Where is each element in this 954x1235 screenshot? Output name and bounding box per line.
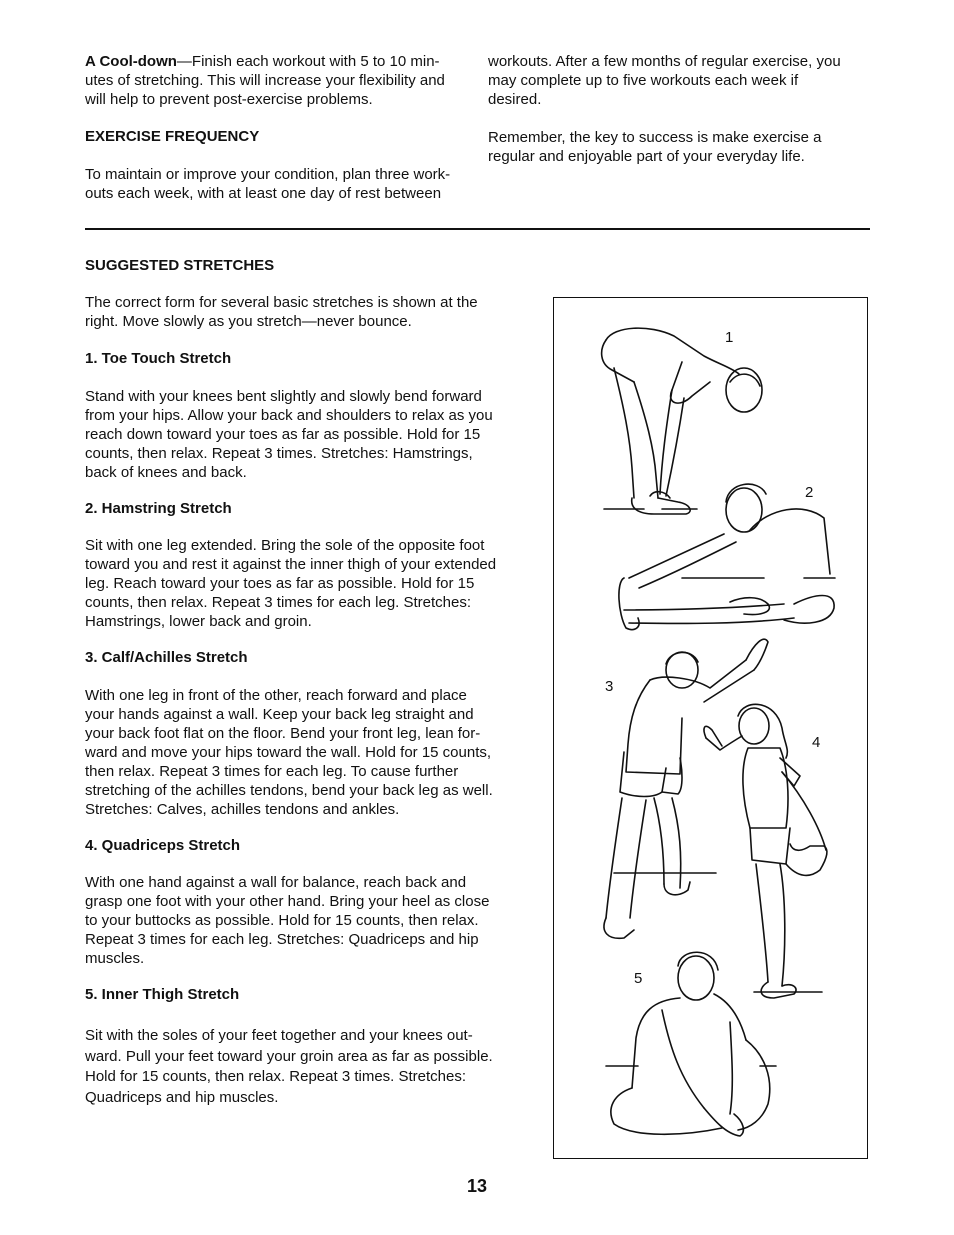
page-number: 13 — [466, 1176, 488, 1196]
reaching-arm — [639, 542, 736, 588]
stretch-4-line: grasp one foot with your other hand. Bring your heel as close — [85, 893, 490, 910]
figure-label-1: 1 — [725, 329, 734, 346]
back-outline — [606, 328, 739, 374]
stretch-4-line: With one hand against a wall for balance, reach back and — [85, 874, 467, 891]
stretch-5-description — [85, 1026, 493, 1108]
stretch-2-line: toward you and rest it against the inner thigh of your extended — [85, 556, 497, 573]
stretch-illustrations — [554, 298, 869, 1160]
stretch-2-line: leg. Reach toward your toes as far as possible. Hold for 15 — [85, 575, 475, 592]
stretch-2-title: 2. Hamstring Stretch — [85, 500, 232, 517]
stretch-1-line: Stand with your knees bent slightly and slowly bend forward — [85, 388, 482, 405]
extended-leg — [629, 618, 794, 623]
cooldown-paragraph — [85, 52, 445, 109]
feet-together — [704, 1108, 743, 1136]
stretch-2-line: Hamstrings, lower back and groin. — [85, 613, 312, 630]
right-knee — [738, 1040, 770, 1130]
shorts — [750, 828, 790, 864]
stretch-2-line: counts, then relax. Repeat 3 times for each leg. Stretches: — [85, 594, 472, 611]
stretch-3-description — [85, 686, 493, 819]
back-leg — [606, 798, 622, 918]
back-leg — [630, 800, 646, 918]
front-leg — [654, 798, 664, 884]
torso-outline — [632, 998, 680, 1088]
stretch-4-description — [85, 873, 489, 968]
stretch-4-line: to your buttocks as possible. Hold for 15 counts, then relax. — [85, 912, 479, 929]
cooldown-line-1 — [85, 52, 445, 71]
stretch-4-line: muscles. — [85, 950, 145, 967]
foot — [619, 578, 639, 630]
stretch-5-title: 5. Inner Thigh Stretch — [85, 986, 240, 1003]
remember-paragraph — [488, 128, 821, 166]
remember-line-1: Remember, the key to success is make exercise a — [488, 129, 822, 146]
shirt-sleeve — [671, 362, 710, 403]
inner-thigh-illustration — [606, 952, 776, 1136]
front-leg — [672, 798, 681, 888]
stretch-1-line: back of knees and back. — [85, 464, 247, 481]
cooldown-line-3: will help to prevent post-exercise problems. — [85, 91, 373, 108]
stretch-3-line: stretching of the achilles tendons, bend your back leg as well. — [85, 782, 493, 799]
stretch-2-line: Sit with one leg extended. Bring the sole of the opposite foot — [85, 537, 485, 554]
stretch-3-line: With one leg in front of the other, reach forward and place — [85, 687, 467, 704]
arm — [662, 1010, 704, 1108]
hand — [746, 639, 768, 670]
torso-outline — [750, 509, 830, 574]
stretch-5-line: Sit with the soles of your feet together and your knees out- — [85, 1027, 473, 1044]
hamstring-illustration — [619, 484, 835, 629]
stretch-1-line: reach down toward your toes as far as possible. Hold for 15 — [85, 426, 481, 443]
stretch-1-title: 1. Toe Touch Stretch — [85, 350, 232, 367]
remember-line-2: regular and enjoyable part of your everyday life. — [488, 148, 805, 165]
stretch-illustrations-panel — [553, 297, 868, 1159]
shoe — [632, 498, 690, 514]
exercise-frequency-heading: EXERCISE FREQUENCY — [85, 128, 260, 145]
stretch-3-line: your back foot flat on the floor. Bend your front leg, lean for- — [85, 725, 481, 742]
continued-line-1: workouts. After a few months of regular exercise, you — [488, 53, 841, 70]
extended-leg — [624, 604, 784, 610]
stretch-1-line: from your hips. Allow your back and shoulders to relax as you — [85, 407, 493, 424]
stretch-4-title: 4. Quadriceps Stretch — [85, 837, 241, 854]
hip-outline — [602, 340, 634, 382]
front-shoe — [664, 882, 690, 895]
frequency-paragraph — [85, 165, 450, 203]
hair-outline — [730, 374, 760, 386]
stretch-5-line: Quadriceps and hip muscles. — [85, 1088, 279, 1106]
cooldown-line-2: utes of stretching. This will increase your flexibility and — [85, 72, 445, 89]
back-leg — [614, 368, 634, 498]
stretch-3-line: Stretches: Calves, achilles tendons and ankles. — [85, 801, 400, 818]
bent-leg — [786, 844, 827, 875]
cooldown-line-1-text: —Finish each workout with 5 to 10 min- — [176, 53, 440, 70]
frequency-line-1: To maintain or improve your condition, plan three work- — [85, 166, 451, 183]
head-outline — [739, 708, 769, 744]
torso-outline — [626, 680, 682, 774]
frequency-line-2: outs each week, with at least one day of rest between — [85, 185, 442, 202]
stretch-1-description — [85, 387, 493, 482]
stretches-intro — [85, 293, 478, 331]
intro-line-2: right. Move slowly as you stretch—never bounce. — [85, 313, 412, 330]
figure-label-2: 2 — [805, 484, 814, 501]
arm-to-wall — [706, 736, 742, 750]
quadriceps-illustration — [704, 704, 827, 998]
cooldown-label: A Cool-down — [85, 53, 177, 70]
figure-label-4: 4 — [812, 734, 821, 751]
stretch-3-line: your hands against a wall. Keep your back leg straight and — [85, 706, 474, 723]
arm — [730, 1022, 732, 1114]
stretch-5-line: Hold for 15 counts, then relax. Repeat 3 times. Stretches: — [85, 1068, 467, 1085]
stretch-1-line: counts, then relax. Repeat 3 times. Stretches: Hamstrings, — [85, 445, 473, 462]
head-outline — [678, 956, 714, 1000]
stretch-4-line: Repeat 3 times for each leg. Stretches: Quadriceps and hip — [85, 931, 479, 948]
stretch-2-description — [85, 536, 496, 631]
head-outline — [726, 488, 762, 532]
section-divider — [85, 228, 870, 230]
frequency-continued-paragraph — [488, 52, 841, 109]
stretch-3-title: 3. Calf/Achilles Stretch — [85, 649, 248, 666]
stretch-3-line: ward and move your hips toward the wall. Hold for 15 counts, — [85, 744, 492, 761]
continued-line-2: may complete up to five workouts each week if — [488, 72, 799, 89]
figure-label-5: 5 — [634, 970, 643, 987]
suggested-stretches-heading: SUGGESTED STRETCHES — [85, 257, 275, 274]
left-knee — [611, 1088, 722, 1134]
figure-label-3: 3 — [605, 678, 614, 695]
back-shoe — [604, 918, 634, 938]
shoe — [761, 982, 796, 998]
standing-leg — [780, 864, 785, 986]
stretch-5-line: ward. Pull your feet toward your groin area as far as possible. — [85, 1047, 493, 1065]
front-leg — [634, 382, 658, 498]
stretch-3-line: then relax. Repeat 3 times for each leg. To cause further — [85, 763, 459, 780]
standing-leg — [756, 864, 768, 982]
intro-line-1: The correct form for several basic stretches is shown at the — [85, 294, 478, 311]
continued-line-3: desired. — [488, 91, 542, 108]
